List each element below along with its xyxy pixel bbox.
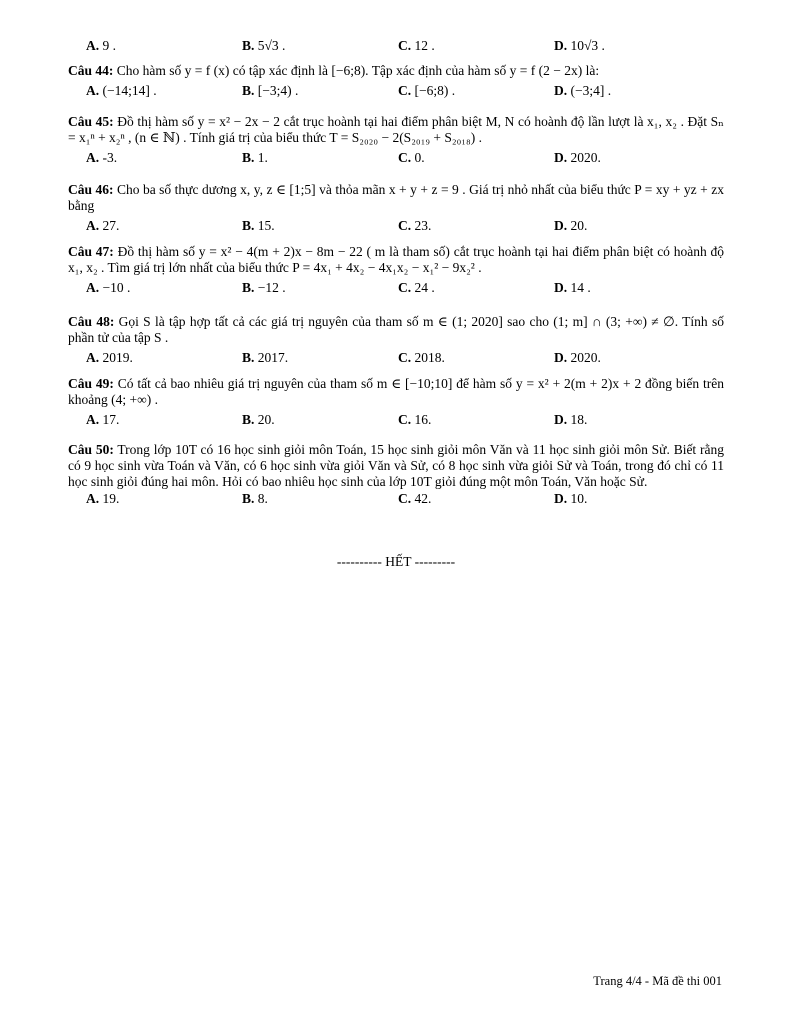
question-47	[68, 244, 724, 297]
option-a: A. 2019.	[86, 350, 133, 366]
option-b: B. 2017.	[242, 350, 289, 366]
question-text: Câu 45: Đồ thị hàm số y = x² − 2x − 2 cắt trục hoành tại hai điểm phân biệt M, N có hoành độ lần lượt là x₁, x₂ . Đặt Sₙ = x₁ⁿ + x₂ⁿ , (n ∈ ℕ) . Tính giá trị của biểu thức T = S₂₀₂₀ − 2(S₂₀₁₉ + S₂₀₁₈) .	[68, 114, 724, 146]
question-text: Câu 44: Cho hàm số y = f (x) có tập xác định là [−6;8). Tập xác định của hàm số y = f (2 − 2x) là:	[68, 63, 600, 78]
option-c: C. [−6;8) .	[398, 83, 456, 99]
page-footer: Trang 4/4 - Mã đề thi 001	[593, 974, 722, 988]
option-b: B. [−3;4) .	[242, 83, 299, 99]
question-50	[68, 442, 724, 508]
option-b: B. 5√3 .	[242, 38, 286, 53]
options	[68, 491, 724, 508]
option-c: C. 2018.	[398, 350, 445, 366]
question-text: Câu 49: Có tất cả bao nhiêu giá trị nguyên của tham số m ∈ [−10;10] để hàm số y = x² + 2(m + 2)x + 2 đồng biến trên khoảng (4; +∞) .	[68, 376, 724, 408]
option-c: C. 12 .	[398, 38, 435, 53]
option-a: A. 27.	[86, 218, 120, 234]
options	[68, 218, 724, 235]
option-c: C. 16.	[398, 412, 432, 428]
options	[68, 280, 724, 297]
end-marker: ---------- HẾT ---------	[336, 554, 456, 569]
question-text: Câu 46: Cho ba số thực dương x, y, z ∈ [1;5] và thỏa mãn x + y + z = 9 . Giá trị nhỏ nhất của biểu thức P = xy + yz + zx bằng	[68, 182, 724, 214]
option-b: B. 15.	[242, 218, 275, 234]
option-b: B. 1.	[242, 150, 268, 166]
option-d: D. (−3;4] .	[554, 83, 612, 99]
option-c: C. 0.	[398, 150, 425, 166]
option-a: A. 19.	[86, 490, 120, 506]
option-d: D. 20.	[554, 218, 588, 234]
options-q43	[68, 38, 724, 55]
question-text: Câu 50: Trong lớp 10T có 16 học sinh giỏi môn Toán, 15 học sinh giỏi môn Văn và 11 học sinh giỏi môn Sử. Biết rằng có 9 học sinh vừa Toán và Văn, có 6 học sinh vừa giỏi Văn và Sử, có 8 học sinh vừa giỏi Sử và Toán, trong đó chỉ có 11 học sinh giỏi đúng hai môn. Hỏi có bao nhiêu học sinh của lớp 10T giỏi đúng một môn Toán, Văn hoặc Sử.	[68, 442, 724, 490]
option-a: A. 17.	[86, 412, 120, 428]
question-44	[68, 63, 724, 100]
option-a: A. 9 .	[86, 38, 116, 53]
option-c: C. 42.	[398, 490, 432, 506]
options	[68, 150, 724, 167]
option-d: D. 2020.	[554, 150, 601, 166]
question-46	[68, 182, 724, 235]
option-a: A. (−14;14] .	[86, 83, 157, 99]
options	[68, 350, 724, 367]
question-45	[68, 114, 724, 167]
option-b: B. 20.	[242, 412, 275, 428]
option-a: A. -3.	[86, 150, 118, 166]
question-48	[68, 314, 724, 367]
option-d: D. 2020.	[554, 350, 601, 366]
option-d: D. 10√3 .	[554, 38, 605, 53]
options	[68, 412, 724, 429]
option-b: B. 8.	[242, 490, 268, 506]
question-49	[68, 376, 724, 429]
options	[68, 83, 724, 100]
option-b: B. −12 .	[242, 280, 286, 296]
option-d: D. 18.	[554, 412, 588, 428]
option-c: C. 23.	[398, 218, 432, 234]
question-text: Câu 47: Đồ thị hàm số y = x² − 4(m + 2)x − 8m − 22 ( m là tham số) cắt trục hoành tại hai điểm phân biệt có hoành độ x₁, x₂ . Tìm giá trị lớn nhất của biểu thức P = 4x₁ + 4x₂ − 4x₁x₂ − x₁² − 9x₂² .	[68, 244, 725, 276]
option-d: D. 14 .	[554, 280, 591, 296]
option-c: C. 24 .	[398, 280, 435, 296]
question-text: Câu 48: Gọi S là tập hợp tất cả các giá trị nguyên của tham số m ∈ (1; 2020] sao cho (1; m] ∩ (3; +∞) ≠ ∅. Tính số phần tử của tập S .	[68, 314, 724, 346]
option-a: A. −10 .	[86, 280, 131, 296]
option-d: D. 10.	[554, 490, 588, 506]
